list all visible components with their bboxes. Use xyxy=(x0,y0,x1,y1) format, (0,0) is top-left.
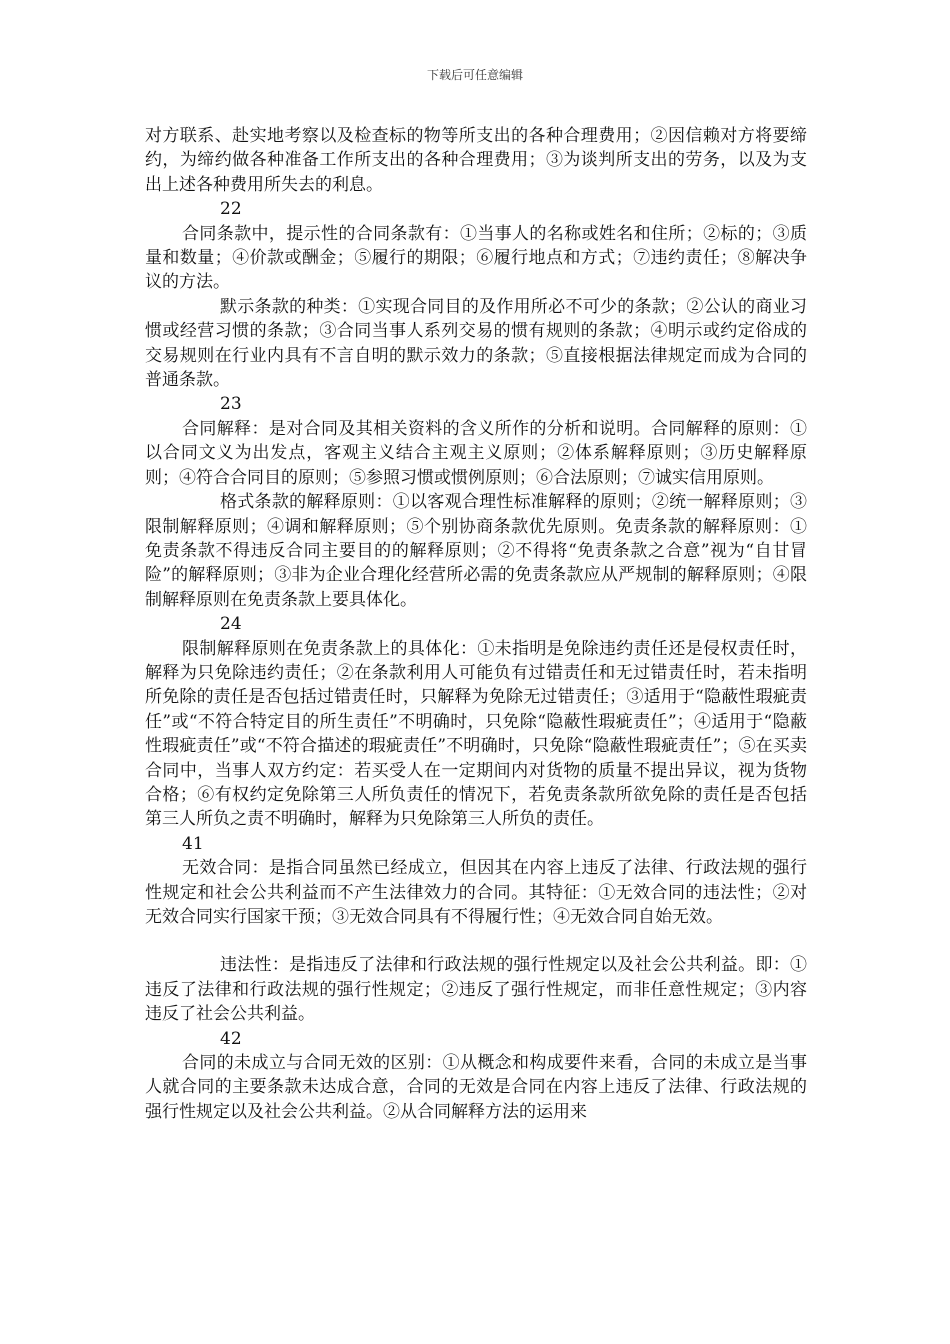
section-number: 23 xyxy=(220,394,242,415)
page-header: 下载后可任意编辑 xyxy=(426,68,523,82)
document-body xyxy=(145,124,807,1124)
paragraph: 违法性：是指违反了法律和行政法规的强行性规定以及社会公共利益。即：①违反了法律和行政法规的强行性规定；②违反了强行性规定，而非任意性规定；③内容违反了社会公共利益。 xyxy=(145,955,807,1025)
paragraph: 默示条款的种类：①实现合同目的及作用所必不可少的条款；②公认的商业习惯或经营习惯的条款；③合同当事人系列交易的惯有规则的条款；④明示或约定俗成的交易规则在行业内具有不言自明的默示效力的条款；⑤直接根据法律规定而成为合同的普通条款。 xyxy=(145,296,807,391)
paragraph: 对方联系、赴实地考察以及检查标的物等所支出的各种合理费用；②因信赖对方将要缔约，为缔约做各种准备工作所支出的各种合理费用；③为谈判所支出的劳务，以及为支出上述各种费用所失去的利息。 xyxy=(145,126,807,195)
section-number: 22 xyxy=(220,199,242,220)
paragraph: 合同条款中，提示性的合同条款有：①当事人的名称或姓名和住所；②标的；③质量和数量；④价款或酬金；⑤履行的期限；⑥履行地点和方式；⑦违约责任；⑧解决争议的方法。 xyxy=(145,223,807,293)
paragraph: 格式条款的解释原则：①以客观合理性标准解释的原则；②统一解释原则；③限制解释原则；④调和解释原则；⑤个别协商条款优先原则。免责条款的解释原则：①免责条款不得违反合同主要目的的解释原则；②不得将“免责条款之合意”视为“自甘冒险”的解释原则；③非为企业合理化经营所必需的免责条款应从严规制的解释原则；④限制解释原则在免责条款上要具体化。 xyxy=(145,492,807,610)
section-number: 24 xyxy=(220,614,242,635)
paragraph: 无效合同：是指合同虽然已经成立，但因其在内容上违反了法律、行政法规的强行性规定和社会公共利益而不产生法律效力的合同。其特征：①无效合同的违法性；②对无效合同实行国家干预；③无效合同具有不得履行性；④无效合同自始无效。 xyxy=(145,858,807,927)
section-number: 41 xyxy=(182,833,204,854)
paragraph: 合同解释：是对合同及其相关资料的含义所作的分析和说明。合同解释的原则：①以合同文义为出发点，客观主义结合主观主义原则；②体系解释原则；③历史解释原则；④符合合同目的原则；⑤参照习惯或惯例原则；⑥合法原则；⑦诚实信用原则。 xyxy=(145,418,807,488)
blank-line xyxy=(145,929,807,953)
paragraph: 合同的未成立与合同无效的区别：①从概念和构成要件来看，合同的未成立是当事人就合同的主要条款未达成合意，合同的无效是合同在内容上违反了法律、行政法规的强行性规定以及社会公共利益。②从合同解释方法的运用来 xyxy=(145,1053,807,1122)
paragraph: 限制解释原则在免责条款上的具体化：①未指明是免除违约责任还是侵权责任时，解释为只免除违约责任；②在条款利用人可能负有过错责任和无过错责任时，若未指明所免除的责任是否包括过错责任时，只解释为免除无过错责任；③适用于“隐蔽性瑕疵责任”或“不符合特定目的所生责任”不明确时，只免除“隐蔽性瑕疵责任”；④适用于“隐蔽性瑕疵责任”或“不符合描述的瑕疵责任”不明确时，只免除“隐蔽性瑕疵责任”；⑤在买卖合同中，当事人双方约定：若买受人在一定期间内对货物的质量不提出异议，视为货物合格；⑥有权约定免除第三人所负责任的情况下，若免责条款所欲免除的责任是否包括第三人所负之责不明确时，解释为只免除第三人所负的责任。 xyxy=(145,638,807,830)
section-number: 42 xyxy=(220,1028,242,1049)
